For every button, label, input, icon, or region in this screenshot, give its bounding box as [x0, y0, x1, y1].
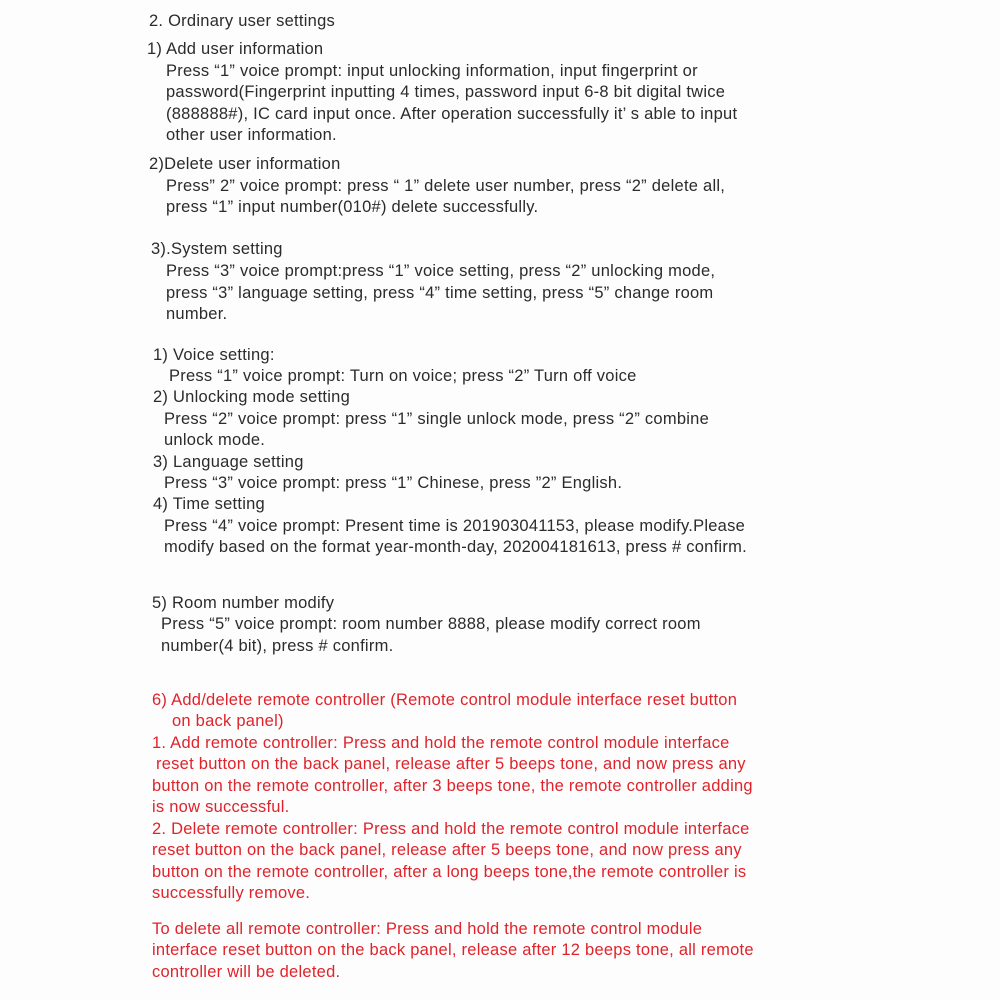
time-setting-heading: 4) Time setting [153, 495, 265, 513]
system-setting-line: Press “3” voice prompt:press “1” voice setting, press “2” unlocking mode, [166, 262, 716, 280]
system-setting-heading: 3).System setting [151, 240, 283, 258]
remote-controller-heading: 6) Add/delete remote controller (Remote control module interface reset button [152, 691, 738, 709]
delete-remote-line: 2. Delete remote controller: Press and hold the remote control module interface [152, 820, 750, 838]
voice-setting-heading: 1) Voice setting: [153, 346, 275, 364]
delete-all-remote-line: controller will be deleted. [152, 963, 341, 981]
delete-user-heading: 2)Delete user information [149, 155, 341, 173]
section-title: 2. Ordinary user settings [149, 12, 335, 30]
delete-remote-line: button on the remote controller, after a long beeps tone,the remote controller is [152, 863, 747, 881]
room-number-line: Press “5” voice prompt: room number 8888, please modify correct room [161, 615, 701, 633]
system-setting-line: press “3” language setting, press “4” time setting, press “5” change room [166, 284, 714, 302]
add-remote-line: is now successful. [152, 798, 290, 816]
add-remote-line: button on the remote controller, after 3 beeps tone, the remote controller adding [152, 777, 753, 795]
add-remote-line: 1. Add remote controller: Press and hold the remote control module interface [152, 734, 730, 752]
delete-all-remote-line: interface reset button on the back panel, release after 12 beeps tone, all remote [152, 941, 754, 959]
room-number-line: number(4 bit), press # confirm. [161, 637, 394, 655]
add-user-line: other user information. [166, 126, 337, 144]
system-setting-line: number. [166, 305, 228, 323]
add-remote-line: reset button on the back panel, release after 5 beeps tone, and now press any [156, 755, 746, 773]
delete-remote-line: successfully remove. [152, 884, 311, 902]
remote-controller-heading: on back panel) [172, 712, 284, 730]
time-setting-line: modify based on the format year-month-day, 202004181613, press # confirm. [164, 538, 747, 556]
unlocking-mode-line: unlock mode. [164, 431, 266, 449]
unlocking-mode-line: Press “2” voice prompt: press “1” single unlock mode, press “2” combine [164, 410, 710, 428]
add-user-heading: 1) Add user information [147, 40, 324, 58]
add-user-line: (888888#), IC card input once. After operation successfully it’ s able to input [166, 105, 738, 123]
delete-remote-line: reset button on the back panel, release after 5 beeps tone, and now press any [152, 841, 742, 859]
delete-all-remote-line: To delete all remote controller: Press and hold the remote control module [152, 920, 703, 938]
add-user-line: Press “1” voice prompt: input unlocking information, input fingerprint or [166, 62, 698, 80]
room-number-heading: 5) Room number modify [152, 594, 335, 612]
language-setting-line: Press “3” voice prompt: press “1” Chinese, press ”2” English. [164, 474, 623, 492]
delete-user-line: Press” 2” voice prompt: press “ 1” delete user number, press “2” delete all, [166, 177, 726, 195]
voice-setting-line: Press “1” voice prompt: Turn on voice; press “2” Turn off voice [169, 367, 637, 385]
delete-user-line: press “1” input number(010#) delete successfully. [166, 198, 539, 216]
unlocking-mode-heading: 2) Unlocking mode setting [153, 388, 351, 406]
language-setting-heading: 3) Language setting [153, 453, 304, 471]
add-user-line: password(Fingerprint inputting 4 times, password input 6-8 bit digital twice [166, 83, 726, 101]
time-setting-line: Press “4” voice prompt: Present time is 201903041153, please modify.Please [164, 517, 746, 535]
